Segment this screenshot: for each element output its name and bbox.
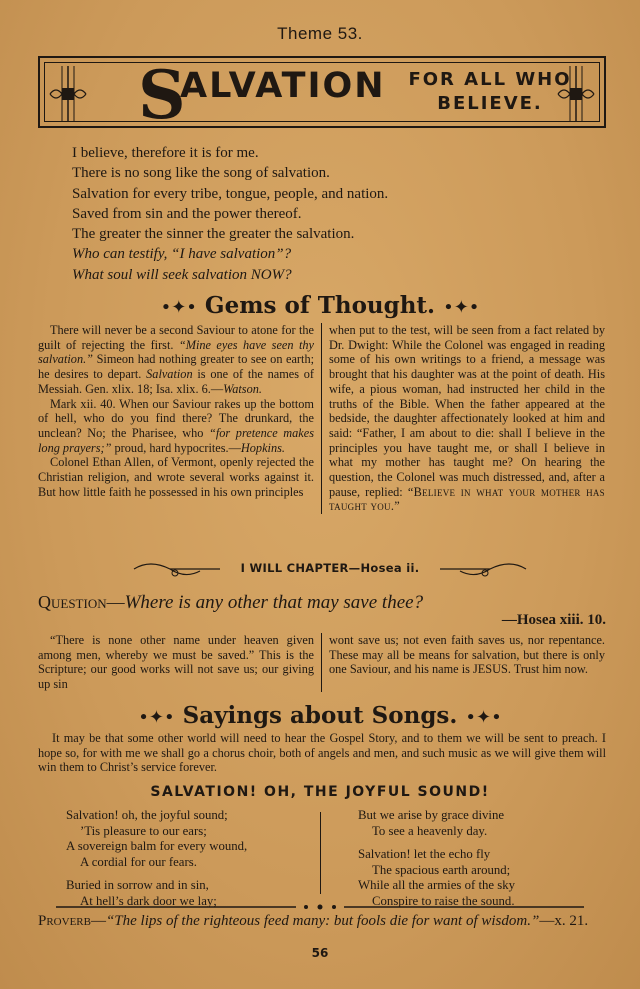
question-label: Question— bbox=[38, 592, 125, 612]
title-subtitle bbox=[400, 68, 580, 116]
intro-line: I believe, therefore it is for me. bbox=[72, 145, 259, 161]
song-line: At hell’s dark door we lay; bbox=[80, 893, 217, 908]
song-title: SALVATION! OH, THE JOYFUL SOUND! bbox=[150, 784, 490, 800]
sayings-heading bbox=[0, 702, 640, 729]
title-banner bbox=[38, 56, 606, 134]
song-line: To see a heavenly day. bbox=[372, 823, 488, 838]
question-column-right bbox=[329, 633, 605, 692]
gems-columns bbox=[38, 323, 608, 514]
author: Hopkins. bbox=[240, 440, 285, 455]
stanza-gap bbox=[358, 839, 515, 847]
text: proud, hard hypocrites.— bbox=[114, 440, 241, 455]
gems-column-right bbox=[329, 323, 605, 514]
song-verse-right bbox=[358, 808, 515, 909]
gems-heading-text: Gems of Thought. bbox=[204, 292, 436, 319]
ornament-left-icon bbox=[48, 64, 88, 124]
song-verse-left bbox=[66, 808, 247, 909]
question-text: Where is any other that may save thee? bbox=[124, 592, 424, 613]
quote: “for pretence makes long prayers;” bbox=[38, 425, 314, 455]
question-columns bbox=[38, 633, 608, 692]
question-reference: —Hosea xiii. 10. bbox=[501, 612, 606, 628]
intro-line: Saved from sin and the power thereof. bbox=[72, 205, 302, 222]
chapter-divider bbox=[130, 557, 530, 581]
intro-line: Who can testify, “I have salvation”? bbox=[72, 246, 292, 263]
intro-line: What soul will seek salvation NOW? bbox=[72, 266, 292, 283]
flourish-right-icon: •✦• bbox=[443, 297, 480, 318]
title-initial: S bbox=[138, 56, 186, 134]
proverb-reference: —x. 21. bbox=[539, 913, 589, 929]
song-line: The spacious earth around; bbox=[372, 862, 511, 877]
gems-paragraph bbox=[329, 323, 605, 514]
chapter-label: I WILL CHAPTER—Hosea ii. bbox=[240, 561, 420, 575]
gems-paragraph bbox=[38, 323, 314, 397]
song-line: But we arise by grace divine bbox=[358, 808, 505, 822]
gems-column-left bbox=[38, 323, 314, 514]
song-line: A cordial for our fears. bbox=[80, 854, 197, 869]
song-line: While all the armies of the sky bbox=[358, 878, 516, 892]
ornamental-rule-icon bbox=[56, 904, 584, 910]
proverb-label: Proverb— bbox=[38, 913, 106, 929]
gems-paragraph bbox=[38, 397, 314, 456]
text: is one of the names of Messiah. Gen. xlix. 18; Isa. xlix. 6.— bbox=[38, 367, 315, 396]
intro-line: There is no song like the song of salvation. bbox=[72, 165, 330, 182]
question-paragraph: wont save us; not even faith saves us, nor repentance. These may all be means for salvation, but there is only one Saviour, and his name is JESUS. Trust him now. bbox=[329, 633, 605, 677]
question-paragraph: “There is none other name under heaven given among men, whereby we must be saved.” This is the Scripture; our good works will not save us; our giving up sin bbox=[38, 633, 314, 692]
text: when put to the test, will be seen from a fact related by Dr. Dwight: While the Colonel was engaged in reading some of his own writings to a friend, a message was brought that his daughter was at the point of death. His wife, a pious woman, had instructed her child in the truths of the Bible. When the father appeared at the bedside, the daughter affectionately looked at him and said: “Father, I am about to die: shall I believe in the principles you have taught me, or shall I believe in what my mother has taught me? On hearing the question, the Colonel was much distressed, and, after a pause, replied: bbox=[329, 323, 605, 499]
intro-line: The greater the sinner the greater the salvation. bbox=[72, 226, 355, 243]
proverb bbox=[38, 913, 608, 931]
title-word: ALVATION bbox=[180, 66, 386, 106]
sayings-heading-text: Sayings about Songs. bbox=[182, 702, 458, 729]
intro-line: Salvation for every tribe, tongue, people, and nation. bbox=[72, 185, 389, 202]
song-line: Buried in sorrow and in sin, bbox=[66, 878, 209, 892]
song-line: ’Tis pleasure to our ears; bbox=[80, 823, 207, 838]
emphasis: Salvation bbox=[146, 367, 193, 382]
subtitle-line-2: BELIEVE. bbox=[437, 93, 543, 114]
proverb-text: “The lips of the righteous feed many: but fools die for want of wisdom.” bbox=[105, 913, 540, 929]
song-divider bbox=[320, 812, 321, 894]
flourish-left-icon: •✦• bbox=[138, 707, 175, 728]
flourish-right-icon: •✦• bbox=[465, 707, 502, 728]
intro-lines bbox=[72, 143, 592, 285]
column-divider bbox=[321, 323, 322, 514]
closing-quote: “Believe in what your mother has taught you.” bbox=[329, 484, 605, 514]
text: There will never be a second Saviour to atone for the guilt of rejecting the first. bbox=[38, 323, 314, 352]
theme-label: Theme 53. bbox=[277, 24, 363, 43]
subtitle-line-1: FOR ALL WHO bbox=[408, 69, 572, 90]
author: Watson. bbox=[223, 381, 262, 396]
song-line: Conspire to raise the sound. bbox=[372, 893, 515, 908]
quote: “Mine eyes have seen thy salvation.” bbox=[38, 337, 314, 367]
stanza-gap bbox=[66, 870, 247, 878]
question-column-left bbox=[38, 633, 314, 692]
gems-heading bbox=[0, 292, 640, 319]
question-heading bbox=[38, 592, 608, 614]
song-line: A sovereign balm for every wound, bbox=[66, 839, 248, 853]
page-number: 56 bbox=[311, 946, 329, 960]
gems-paragraph: Colonel Ethan Allen, of Vermont, openly rejected the Christian religion, and wrote several works against it. But how little faith he possessed in his own principles bbox=[38, 455, 314, 499]
text: Mark xii. 40. When our Saviour rakes up the bottom of hell, who do you find there? The drunkard, the unclean? No; the Pharisee, who bbox=[38, 396, 314, 440]
song-line: Salvation! let the echo fly bbox=[358, 847, 491, 861]
song-line: Salvation! oh, the joyful sound; bbox=[66, 808, 228, 822]
sayings-paragraph-block bbox=[38, 731, 606, 775]
flourish-left-icon: •✦• bbox=[160, 297, 197, 318]
column-divider bbox=[321, 633, 322, 692]
text: Simeon had nothing greater to see on earth; he desires to depart. bbox=[38, 352, 315, 382]
sayings-paragraph: It may be that some other world will need to hear the Gospel Story, and to them we will be sent to preach. I hope so, for with me we shall go a chorus choir, both of angels and men, and such music as we will give them will win them to Christ’s service forever. bbox=[38, 731, 606, 775]
